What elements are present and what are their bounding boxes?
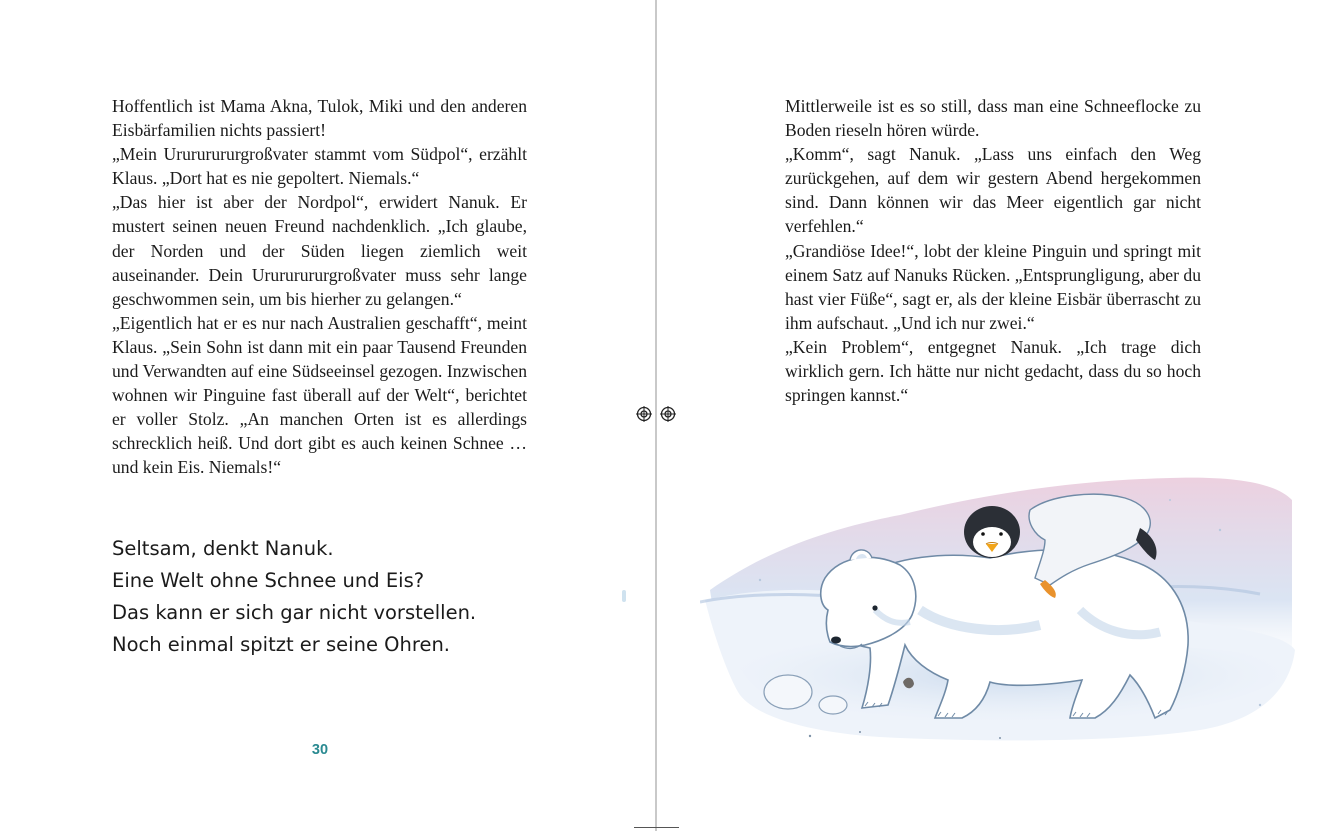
paragraph: Hoffentlich ist Mama Akna, Tulok, Miki und den anderen Eisbärfamilien nichts passiert! [112, 96, 527, 141]
paragraph: Mittlerweile ist es so still, dass man eine Schneeflocke zu Boden rieseln hören würde. [785, 96, 1201, 141]
paragraph: „Eigentlich hat er es nur nach Australien geschafft“, meint Klaus. „Sein Sohn ist dann mit ein paar Tausend Freunden und Verwandten auf eine Südseeinsel gezogen. Inzwischen wohnen wir Pinguine fast überall auf der Welt“, berichtet er voller Stolz. „An manchen Orten ist es allerdings schrecklich heiß. Und dort gibt es auch keinen Schnee … und kein Eis. Niemals!“ [112, 312, 527, 478]
easy-read-line: Das kann er sich gar nicht vorstellen. [112, 601, 477, 624]
paragraph: „Grandiöse Idee!“, lobt der kleine Pinguin und springt mit einem Satz auf Nanuks Rücken. „Entsprungligung, aber du hast vier Füße“, sagt er, als der kleine Eisbär überrascht zu ihm aufschaut. „Und ich nur zwei.“ [785, 240, 1201, 333]
polar-bear-with-penguin-illustration [700, 460, 1300, 750]
paragraph: „Das hier ist aber der Nordpol“, erwidert Nanuk. Er mustert seinen neuen Freund nachdenklich. „Ich glaube, der Norden und der Süden liegen ziemlich weit auseinander. Dein Urururururgroßvater muss sehr lange geschwommen sein, um bis hierher zu gelangen.“ [112, 192, 527, 309]
left-page [0, 0, 655, 831]
page-number: 30 [311, 742, 329, 758]
easy-read-block [112, 533, 572, 661]
right-page-text [785, 94, 1201, 407]
paragraph: „Komm“, sagt Nanuk. „Lass uns einfach den Weg zurückgehen, auf dem wir gestern Abend hergekommen sind. Dann können wir das Meer eigentlich gar nicht verfehlen.“ [785, 144, 1201, 237]
paragraph: „Kein Problem“, entgegnet Nanuk. „Ich trage dich wirklich gern. Ich hätte nur nicht gedacht, dass du so hoch springen kannst.“ [785, 336, 1201, 406]
easy-read-line: Seltsam, denkt Nanuk. [112, 537, 334, 560]
print-artifact [622, 590, 626, 602]
easy-read-line: Eine Welt ohne Schnee und Eis? [112, 569, 425, 592]
easy-read-line: Noch einmal spitzt er seine Ohren. [112, 633, 451, 656]
paragraph: „Mein Urururururgroßvater stammt vom Südpol“, erzählt Klaus. „Dort hat es nie gepoltert. Niemals.“ [112, 144, 527, 189]
registration-mark-icon [636, 406, 652, 422]
left-page-text [112, 94, 527, 480]
